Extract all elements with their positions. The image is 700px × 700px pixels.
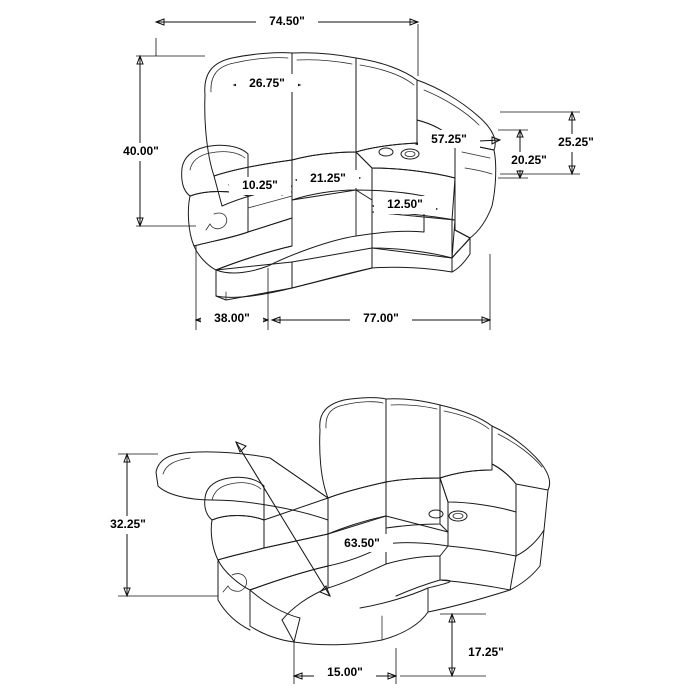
dim-console-width: 12.50" xyxy=(387,197,423,212)
dim-overall-width-top: 74.50" xyxy=(269,14,305,29)
sofa-reclined-view-artwork xyxy=(156,398,550,645)
dim-seat-to-floor: 17.25" xyxy=(468,645,504,660)
dim-reclined-height: 32.25" xyxy=(110,517,146,532)
dim-seat-width: 21.25" xyxy=(310,171,346,186)
dim-arm-height-outer: 25.25" xyxy=(558,135,594,150)
dim-reclined-base-width: 15.00" xyxy=(327,665,363,680)
front-view-dimensions xyxy=(110,12,607,330)
dim-back-cushion-height: 26.75" xyxy=(249,76,285,91)
dim-reclined-diagonal-depth: 63.50" xyxy=(344,536,380,551)
dim-seat-depth: 57.25" xyxy=(431,132,467,147)
dim-arm-width: 10.25" xyxy=(242,178,278,193)
dim-arm-height-inner: 20.25" xyxy=(511,153,547,168)
reclined-view-dimensions xyxy=(97,442,517,684)
dim-base-overall-width: 77.00" xyxy=(363,311,399,326)
dim-base-left-width: 38.00" xyxy=(214,311,250,326)
dim-overall-height: 40.00" xyxy=(123,144,159,159)
